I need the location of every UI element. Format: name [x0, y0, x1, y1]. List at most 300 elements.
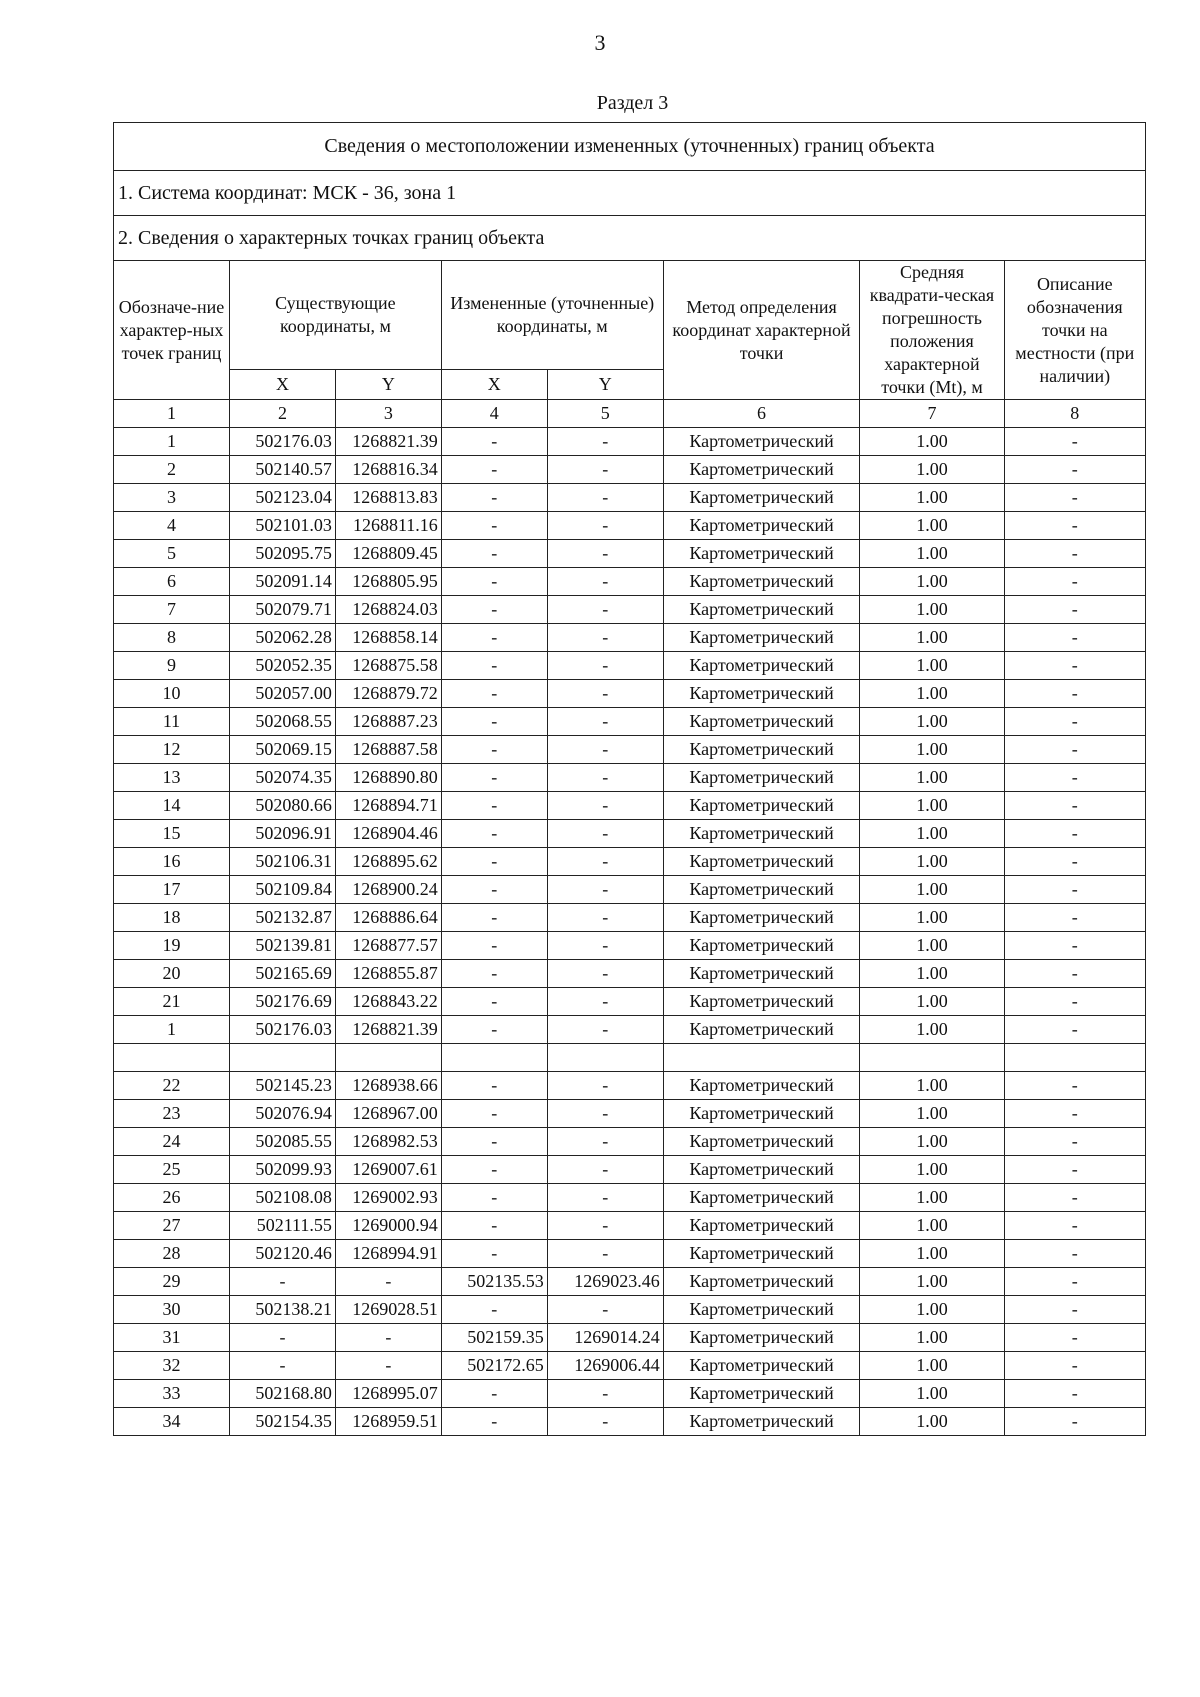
cell-changed-y: - — [547, 1184, 663, 1212]
cell-error: 1.00 — [860, 540, 1004, 568]
table-row — [114, 652, 1146, 680]
cell-point-id: 17 — [114, 876, 230, 904]
cell-method: Картометрический — [663, 1324, 860, 1352]
cell-description: - — [1004, 1240, 1145, 1268]
cell-changed-x: - — [441, 792, 547, 820]
header-existing-y: Y — [335, 370, 441, 400]
table-row — [114, 540, 1146, 568]
column-number: 6 — [663, 400, 860, 428]
cell-existing-y: 1268904.46 — [335, 820, 441, 848]
cell-existing-x: 502101.03 — [229, 512, 335, 540]
cell-existing-x: 502176.03 — [229, 1016, 335, 1044]
cell-changed-x: - — [441, 1100, 547, 1128]
cell-error — [860, 1044, 1004, 1072]
cell-changed-y: - — [547, 1100, 663, 1128]
cell-point-id: 5 — [114, 540, 230, 568]
table-row — [114, 680, 1146, 708]
cell-changed-y: - — [547, 876, 663, 904]
cell-existing-y: 1268994.91 — [335, 1240, 441, 1268]
cell-method: Картометрический — [663, 1352, 860, 1380]
cell-existing-x: 502057.00 — [229, 680, 335, 708]
cell-existing-y: 1269028.51 — [335, 1296, 441, 1324]
cell-description: - — [1004, 820, 1145, 848]
cell-point-id: 1 — [114, 428, 230, 456]
cell-changed-y: - — [547, 1128, 663, 1156]
cell-changed-y: - — [547, 456, 663, 484]
header-changed-x: X — [441, 370, 547, 400]
cell-changed-x: - — [441, 1296, 547, 1324]
cell-existing-x: 502085.55 — [229, 1128, 335, 1156]
cell-changed-y: - — [547, 932, 663, 960]
header-existing-x: X — [229, 370, 335, 400]
table-row — [114, 736, 1146, 764]
cell-existing-y: 1269000.94 — [335, 1212, 441, 1240]
cell-description: - — [1004, 876, 1145, 904]
cell-existing-x: 502120.46 — [229, 1240, 335, 1268]
cell-point-id: 14 — [114, 792, 230, 820]
cell-method: Картометрический — [663, 764, 860, 792]
cell-existing-x: 502052.35 — [229, 652, 335, 680]
cell-error: 1.00 — [860, 1268, 1004, 1296]
cell-description: - — [1004, 1128, 1145, 1156]
cell-existing-x: 502096.91 — [229, 820, 335, 848]
column-number: 7 — [860, 400, 1004, 428]
cell-error: 1.00 — [860, 848, 1004, 876]
cell-error: 1.00 — [860, 1100, 1004, 1128]
cell-changed-y: - — [547, 904, 663, 932]
cell-existing-y: - — [335, 1324, 441, 1352]
cell-changed-x: - — [441, 736, 547, 764]
cell-changed-y: - — [547, 652, 663, 680]
cell-changed-x: - — [441, 596, 547, 624]
cell-description: - — [1004, 1016, 1145, 1044]
table-row — [114, 1352, 1146, 1380]
cell-error: 1.00 — [860, 736, 1004, 764]
cell-changed-x: - — [441, 428, 547, 456]
cell-changed-y: 1269006.44 — [547, 1352, 663, 1380]
cell-error: 1.00 — [860, 876, 1004, 904]
cell-description: - — [1004, 1324, 1145, 1352]
cell-point-id: 7 — [114, 596, 230, 624]
cell-error: 1.00 — [860, 1296, 1004, 1324]
cell-existing-x: 502099.93 — [229, 1156, 335, 1184]
cell-existing-x: - — [229, 1324, 335, 1352]
cell-changed-y: - — [547, 1156, 663, 1184]
table-row — [114, 484, 1146, 512]
cell-changed-y: - — [547, 1016, 663, 1044]
column-number: 1 — [114, 400, 230, 428]
cell-point-id: 9 — [114, 652, 230, 680]
cell-existing-x: - — [229, 1352, 335, 1380]
cell-changed-y: - — [547, 484, 663, 512]
cell-point-id: 33 — [114, 1380, 230, 1408]
cell-method: Картометрический — [663, 848, 860, 876]
cell-changed-x: - — [441, 512, 547, 540]
cell-changed-x: - — [441, 708, 547, 736]
cell-error: 1.00 — [860, 484, 1004, 512]
cell-point-id: 26 — [114, 1184, 230, 1212]
cell-method: Картометрический — [663, 792, 860, 820]
cell-method: Картометрический — [663, 1156, 860, 1184]
cell-error: 1.00 — [860, 624, 1004, 652]
cell-changed-y: - — [547, 1380, 663, 1408]
table-row — [114, 708, 1146, 736]
table-row — [114, 1128, 1146, 1156]
cell-description: - — [1004, 1100, 1145, 1128]
cell-description: - — [1004, 708, 1145, 736]
cell-changed-x: - — [441, 1184, 547, 1212]
cell-changed-x: - — [441, 876, 547, 904]
cell-changed-x: - — [441, 1212, 547, 1240]
cell-changed-x: - — [441, 1380, 547, 1408]
cell-point-id: 22 — [114, 1072, 230, 1100]
cell-changed-y — [547, 1044, 663, 1072]
cell-point-id: 12 — [114, 736, 230, 764]
cell-changed-y: - — [547, 1296, 663, 1324]
cell-method: Картометрический — [663, 1100, 860, 1128]
cell-error: 1.00 — [860, 708, 1004, 736]
cell-existing-x: 502079.71 — [229, 596, 335, 624]
cell-method: Картометрический — [663, 596, 860, 624]
cell-changed-y: - — [547, 848, 663, 876]
cell-method: Картометрический — [663, 568, 860, 596]
cell-error: 1.00 — [860, 456, 1004, 484]
cell-existing-x: 502145.23 — [229, 1072, 335, 1100]
cell-existing-y: 1268995.07 — [335, 1380, 441, 1408]
cell-changed-x: - — [441, 848, 547, 876]
points-section-title: 2. Сведения о характерных точках границ объекта — [114, 216, 1146, 261]
cell-point-id: 6 — [114, 568, 230, 596]
cell-point-id: 3 — [114, 484, 230, 512]
cell-existing-y: 1268938.66 — [335, 1072, 441, 1100]
cell-point-id: 25 — [114, 1156, 230, 1184]
cell-existing-y: 1268813.83 — [335, 484, 441, 512]
table-row — [114, 1296, 1146, 1324]
cell-description: - — [1004, 988, 1145, 1016]
header-changed-y: Y — [547, 370, 663, 400]
cell-description: - — [1004, 596, 1145, 624]
cell-existing-y — [335, 1044, 441, 1072]
cell-description: - — [1004, 1408, 1145, 1436]
cell-error: 1.00 — [860, 1380, 1004, 1408]
cell-existing-x: 502165.69 — [229, 960, 335, 988]
cell-existing-y: 1268805.95 — [335, 568, 441, 596]
cell-error: 1.00 — [860, 932, 1004, 960]
table-row — [114, 1184, 1146, 1212]
cell-changed-x: - — [441, 624, 547, 652]
table-row — [114, 568, 1146, 596]
cell-changed-x: - — [441, 652, 547, 680]
cell-method — [663, 1044, 860, 1072]
cell-changed-x: - — [441, 988, 547, 1016]
cell-changed-y: 1269014.24 — [547, 1324, 663, 1352]
cell-point-id: 8 — [114, 624, 230, 652]
table-row — [114, 932, 1146, 960]
cell-method: Картометрический — [663, 1296, 860, 1324]
cell-changed-x: 502159.35 — [441, 1324, 547, 1352]
cell-changed-y: - — [547, 512, 663, 540]
cell-changed-y: - — [547, 568, 663, 596]
cell-changed-y: - — [547, 988, 663, 1016]
cell-error: 1.00 — [860, 512, 1004, 540]
cell-method: Картометрический — [663, 456, 860, 484]
cell-method: Картометрический — [663, 820, 860, 848]
cell-point-id: 30 — [114, 1296, 230, 1324]
table-row — [114, 988, 1146, 1016]
table-row — [114, 1100, 1146, 1128]
table-caption: Сведения о местоположении измененных (уточненных) границ объекта — [114, 123, 1146, 171]
cell-existing-x: 502062.28 — [229, 624, 335, 652]
cell-method: Картометрический — [663, 1072, 860, 1100]
cell-error: 1.00 — [860, 1324, 1004, 1352]
cell-changed-y: - — [547, 596, 663, 624]
cell-description: - — [1004, 428, 1145, 456]
cell-error: 1.00 — [860, 764, 1004, 792]
table-row — [114, 1380, 1146, 1408]
cell-existing-x: 502138.21 — [229, 1296, 335, 1324]
section-title: Раздел 3 — [596, 92, 669, 114]
table-row — [114, 820, 1146, 848]
cell-changed-y: - — [547, 1212, 663, 1240]
cell-changed-x: - — [441, 932, 547, 960]
cell-existing-x: 502176.69 — [229, 988, 335, 1016]
table-row — [114, 792, 1146, 820]
cell-method: Картометрический — [663, 1408, 860, 1436]
cell-existing-x: 502140.57 — [229, 456, 335, 484]
table-row — [114, 1156, 1146, 1184]
cell-existing-x: 502123.04 — [229, 484, 335, 512]
cell-point-id: 16 — [114, 848, 230, 876]
cell-existing-x: 502176.03 — [229, 428, 335, 456]
cell-description: - — [1004, 484, 1145, 512]
cell-changed-x — [441, 1044, 547, 1072]
cell-point-id: 29 — [114, 1268, 230, 1296]
cell-changed-x: - — [441, 456, 547, 484]
cell-point-id: 23 — [114, 1100, 230, 1128]
cell-description: - — [1004, 1184, 1145, 1212]
cell-description: - — [1004, 764, 1145, 792]
cell-existing-y: 1268816.34 — [335, 456, 441, 484]
cell-changed-x: - — [441, 680, 547, 708]
table-row — [114, 456, 1146, 484]
cell-changed-y: - — [547, 708, 663, 736]
table-row — [114, 764, 1146, 792]
table-row — [114, 1016, 1146, 1044]
table-row — [114, 1408, 1146, 1436]
cell-changed-x: - — [441, 904, 547, 932]
table-row — [114, 848, 1146, 876]
cell-method: Картометрический — [663, 1128, 860, 1156]
cell-point-id: 19 — [114, 932, 230, 960]
cell-error: 1.00 — [860, 596, 1004, 624]
column-number: 3 — [335, 400, 441, 428]
cell-error: 1.00 — [860, 1184, 1004, 1212]
cell-changed-y: - — [547, 1072, 663, 1100]
coordinate-system: 1. Система координат: МСК - 36, зона 1 — [114, 171, 1146, 216]
cell-method: Картометрический — [663, 1016, 860, 1044]
cell-changed-y: - — [547, 764, 663, 792]
cell-description: - — [1004, 932, 1145, 960]
cell-error: 1.00 — [860, 568, 1004, 596]
table-row — [114, 1044, 1146, 1072]
cell-description: - — [1004, 680, 1145, 708]
cell-changed-y: - — [547, 428, 663, 456]
table-row — [114, 876, 1146, 904]
cell-changed-y: - — [547, 820, 663, 848]
cell-changed-x: 502172.65 — [441, 1352, 547, 1380]
cell-error: 1.00 — [860, 1016, 1004, 1044]
cell-changed-x: - — [441, 764, 547, 792]
page-number: 3 — [594, 30, 606, 55]
table-row — [114, 904, 1146, 932]
cell-error: 1.00 — [860, 960, 1004, 988]
cell-changed-x: - — [441, 1156, 547, 1184]
column-number: 5 — [547, 400, 663, 428]
header-error: Средняя квадрати-ческая погрешность положения характерной точки (Mt), м — [860, 261, 1004, 400]
cell-error: 1.00 — [860, 680, 1004, 708]
cell-existing-y: 1268886.64 — [335, 904, 441, 932]
column-number: 8 — [1004, 400, 1145, 428]
cell-error: 1.00 — [860, 820, 1004, 848]
table-row — [114, 1240, 1146, 1268]
cell-point-id: 10 — [114, 680, 230, 708]
cell-changed-y: - — [547, 960, 663, 988]
column-number: 2 — [229, 400, 335, 428]
cell-method: Картометрический — [663, 1380, 860, 1408]
cell-error: 1.00 — [860, 1408, 1004, 1436]
cell-changed-x: - — [441, 960, 547, 988]
cell-error: 1.00 — [860, 988, 1004, 1016]
cell-point-id: 11 — [114, 708, 230, 736]
cell-error: 1.00 — [860, 652, 1004, 680]
cell-description: - — [1004, 568, 1145, 596]
cell-method: Картометрический — [663, 1240, 860, 1268]
cell-existing-y: 1268843.22 — [335, 988, 441, 1016]
cell-existing-x: 502109.84 — [229, 876, 335, 904]
cell-changed-y: - — [547, 1408, 663, 1436]
table-row — [114, 624, 1146, 652]
cell-existing-x: 502095.75 — [229, 540, 335, 568]
cell-existing-y: 1268877.57 — [335, 932, 441, 960]
cell-error: 1.00 — [860, 1352, 1004, 1380]
cell-existing-y: 1268875.58 — [335, 652, 441, 680]
boundary-points-table — [113, 122, 1146, 1436]
cell-existing-x: 502108.08 — [229, 1184, 335, 1212]
cell-point-id: 32 — [114, 1352, 230, 1380]
cell-changed-x: 502135.53 — [441, 1268, 547, 1296]
cell-description: - — [1004, 512, 1145, 540]
cell-changed-y: - — [547, 624, 663, 652]
cell-method: Картометрический — [663, 1212, 860, 1240]
cell-description: - — [1004, 792, 1145, 820]
cell-existing-y: 1268879.72 — [335, 680, 441, 708]
cell-description: - — [1004, 1352, 1145, 1380]
cell-existing-x: 502111.55 — [229, 1212, 335, 1240]
cell-existing-y: 1268967.00 — [335, 1100, 441, 1128]
cell-description: - — [1004, 1212, 1145, 1240]
cell-changed-x: - — [441, 820, 547, 848]
cell-point-id: 24 — [114, 1128, 230, 1156]
cell-changed-x: - — [441, 1072, 547, 1100]
cell-existing-y: 1268811.16 — [335, 512, 441, 540]
cell-point-id: 1 — [114, 1016, 230, 1044]
cell-existing-x: 502154.35 — [229, 1408, 335, 1436]
cell-error: 1.00 — [860, 904, 1004, 932]
cell-changed-y: - — [547, 680, 663, 708]
table-row — [114, 1268, 1146, 1296]
cell-method: Картометрический — [663, 904, 860, 932]
cell-existing-x: 502076.94 — [229, 1100, 335, 1128]
cell-changed-x: - — [441, 1128, 547, 1156]
cell-point-id: 27 — [114, 1212, 230, 1240]
cell-method: Картометрический — [663, 1184, 860, 1212]
cell-existing-y: 1268821.39 — [335, 1016, 441, 1044]
cell-changed-y: - — [547, 736, 663, 764]
cell-existing-y: 1268821.39 — [335, 428, 441, 456]
cell-existing-x: - — [229, 1268, 335, 1296]
cell-method: Картометрический — [663, 540, 860, 568]
cell-changed-x: - — [441, 1408, 547, 1436]
cell-existing-y: 1268900.24 — [335, 876, 441, 904]
cell-point-id: 20 — [114, 960, 230, 988]
cell-description: - — [1004, 1268, 1145, 1296]
cell-error: 1.00 — [860, 1072, 1004, 1100]
cell-description — [1004, 1044, 1145, 1072]
cell-error: 1.00 — [860, 792, 1004, 820]
cell-existing-y: 1269002.93 — [335, 1184, 441, 1212]
cell-method: Картометрический — [663, 624, 860, 652]
cell-existing-y: 1268894.71 — [335, 792, 441, 820]
cell-point-id: 13 — [114, 764, 230, 792]
header-method: Метод определения координат характерной точки — [663, 261, 860, 400]
cell-description: - — [1004, 456, 1145, 484]
cell-point-id — [114, 1044, 230, 1072]
cell-method: Картометрический — [663, 428, 860, 456]
cell-method: Картометрический — [663, 708, 860, 736]
cell-existing-x: 502091.14 — [229, 568, 335, 596]
cell-description: - — [1004, 1156, 1145, 1184]
cell-method: Картометрический — [663, 876, 860, 904]
cell-existing-y: 1269007.61 — [335, 1156, 441, 1184]
cell-existing-x: 502080.66 — [229, 792, 335, 820]
cell-changed-y: - — [547, 792, 663, 820]
cell-point-id: 31 — [114, 1324, 230, 1352]
cell-error: 1.00 — [860, 1156, 1004, 1184]
header-changed-coords: Измененные (уточненные) координаты, м — [441, 261, 663, 370]
cell-description: - — [1004, 904, 1145, 932]
cell-existing-y: - — [335, 1268, 441, 1296]
cell-existing-y: 1268895.62 — [335, 848, 441, 876]
cell-error: 1.00 — [860, 1212, 1004, 1240]
table-row — [114, 1324, 1146, 1352]
cell-existing-x: 502106.31 — [229, 848, 335, 876]
cell-point-id: 4 — [114, 512, 230, 540]
cell-existing-x: 502068.55 — [229, 708, 335, 736]
cell-changed-x: - — [441, 540, 547, 568]
cell-existing-y: 1268959.51 — [335, 1408, 441, 1436]
cell-method: Картометрический — [663, 680, 860, 708]
cell-existing-y: - — [335, 1352, 441, 1380]
table-row — [114, 512, 1146, 540]
cell-description: - — [1004, 1072, 1145, 1100]
cell-existing-y: 1268824.03 — [335, 596, 441, 624]
cell-error: 1.00 — [860, 1240, 1004, 1268]
cell-method: Картометрический — [663, 1268, 860, 1296]
cell-existing-y: 1268809.45 — [335, 540, 441, 568]
cell-existing-x: 502074.35 — [229, 764, 335, 792]
cell-existing-y: 1268982.53 — [335, 1128, 441, 1156]
cell-changed-y: - — [547, 540, 663, 568]
